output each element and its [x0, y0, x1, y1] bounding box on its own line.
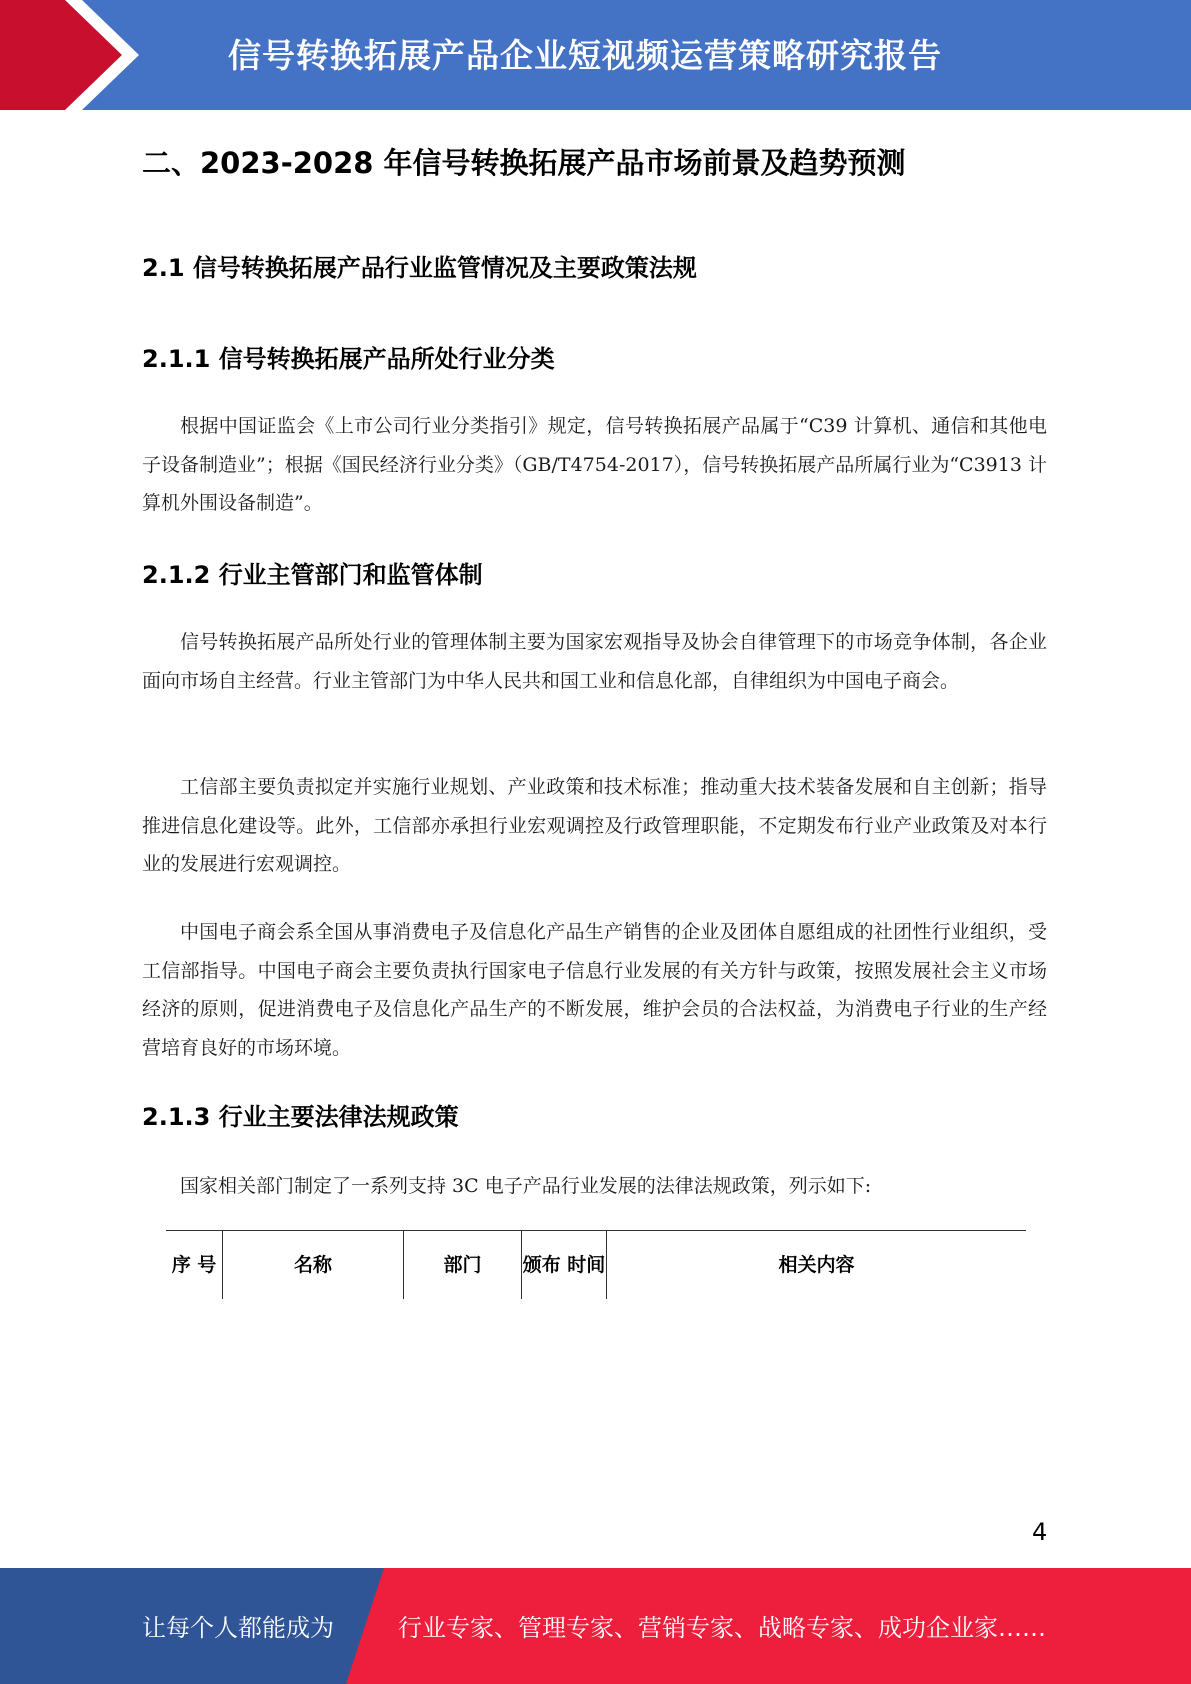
table-header-date: 颁布 时间: [522, 1254, 606, 1276]
page-footer: [0, 1568, 1191, 1684]
table-header-index: 序 号: [171, 1254, 217, 1276]
footer-slogan-right: 行业专家、管理专家、营销专家、战略专家、成功企业家……: [398, 1614, 1046, 1642]
page-header: [0, 0, 1191, 110]
page-number: 4: [1032, 1518, 1048, 1546]
table-header-name: 名称: [293, 1254, 332, 1276]
paragraph-chamber-of-commerce: 中国电子商会系全国从事消费电子及信息化产品生产销售的企业及团体自愿组成的社团性行业组织，受工信部指导。中国电子商会主要负责执行国家电子信息行业发展的有关方针与政策，按照发展社会主义市场经济的原则，促进消费电子及信息化产品生产的不断发展，维护会员的合法权益，为消费电子行业的生产经营培育良好的市场环境。: [142, 921, 1047, 1059]
subsection-2-1-2-title: 2.1.2 行业主管部门和监管体制: [142, 561, 483, 589]
footer-slogan-left: 让每个人都能成为: [142, 1614, 334, 1642]
paragraph-miit-duties: 工信部主要负责拟定并实施行业规划、产业政策和技术标准；推动重大技术装备发展和自主创新；指导推进信息化建设等。此外，工信部亦承担行业宏观调控及行政管理职能，不定期发布行业产业政策及对本行业的发展进行宏观调控。: [142, 776, 1047, 875]
report-title: 信号转换拓展产品企业短视频运营策略研究报告: [228, 36, 942, 75]
subsection-2-1-3-title: 2.1.3 行业主要法律法规政策: [142, 1103, 459, 1131]
section-title: 二、2023-2028 年信号转换拓展产品市场前景及趋势预测: [142, 146, 906, 180]
paragraph-policy-intro: 国家相关部门制定了一系列支持 3C 电子产品行业发展的法律法规政策，列示如下:: [180, 1175, 872, 1197]
table-header-content: 相关内容: [778, 1254, 855, 1276]
subsection-2-1-1-title: 2.1.1 信号转换拓展产品所处行业分类: [142, 345, 555, 373]
header-chevron-decoration: [0, 0, 160, 110]
policy-table-header: [166, 1230, 1026, 1299]
paragraph-industry-classification: 根据中国证监会《上市公司行业分类指引》规定，信号转换拓展产品属于“C39 计算机、通信和其他电子设备制造业”；根据《国民经济行业分类》（GB/T4754-2017），信号转换拓展产品所属行业为“C3913 计算机外围设备制造”。: [142, 415, 1047, 514]
subsection-2-1-title: 2.1 信号转换拓展产品行业监管情况及主要政策法规: [142, 254, 697, 282]
table-header-department: 部门: [443, 1254, 482, 1276]
paragraph-management-system: 信号转换拓展产品所处行业的管理体制主要为国家宏观指导及协会自律管理下的市场竞争体制，各企业面向市场自主经营。行业主管部门为中华人民共和国工业和信息化部，自律组织为中国电子商会。: [142, 631, 1047, 692]
